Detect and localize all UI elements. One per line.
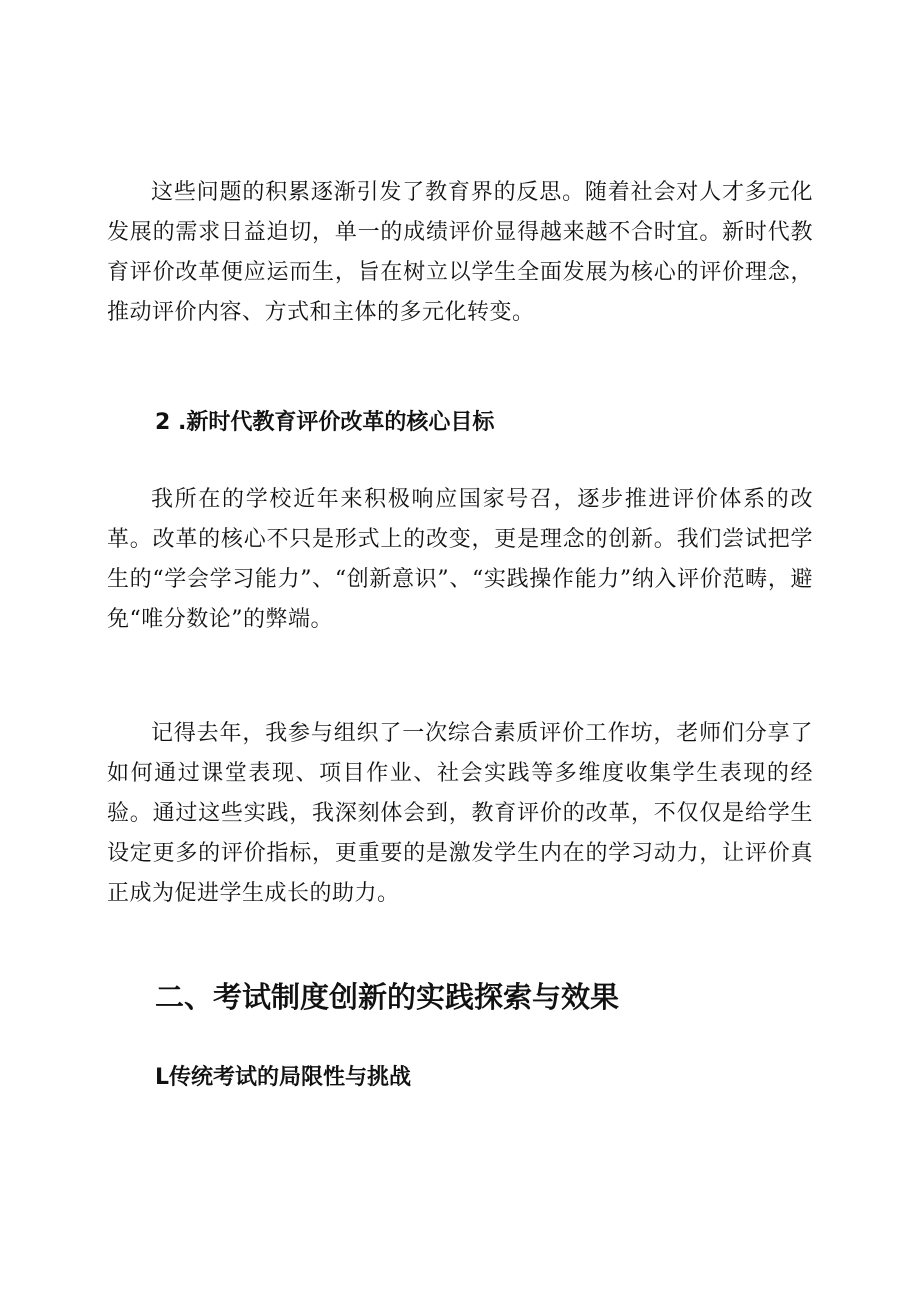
body-paragraph: 我所在的学校近年来积极响应国家号召，逐步推进评价体系的改革。改革的核心不只是形式上的改变，更是理念的创新。我们尝试把学生的“学会学习能力”、“创新意识”、“实践操作能力”纳入评价范畴，避免“唯分数论”的弊端。 (107, 487, 813, 632)
subsection-heading: L传统考试的局限性与挑战 (155, 1065, 412, 1090)
body-paragraph: 记得去年，我参与组织了一次综合素质评价工作坊，老师们分享了如何通过课堂表现、项目作业、社会实践等多维度收集学生表现的经验。通过这些实践，我深刻体会到，教育评价的改革，不仅仅是给学生设定更多的评价指标，更重要的是激发学生内在的学习动力，让评价真正成为促进学生成长的助力。 (107, 721, 813, 906)
section-heading: 二、考试制度创新的实践探索与效果 (155, 980, 620, 1014)
body-paragraph: 这些问题的积累逐渐引发了教育界的反思。随着社会对人才多元化发展的需求日益迫切，单一的成绩评价显得越来越不合时宜。新时代教育评价改革便应运而生，旨在树立以学生全面发展为核心的评价理念，推动评价内容、方式和主体的多元化转变。 (107, 180, 813, 325)
subsection-heading: 2 .新时代教育评价改革的核心目标 (155, 410, 495, 435)
